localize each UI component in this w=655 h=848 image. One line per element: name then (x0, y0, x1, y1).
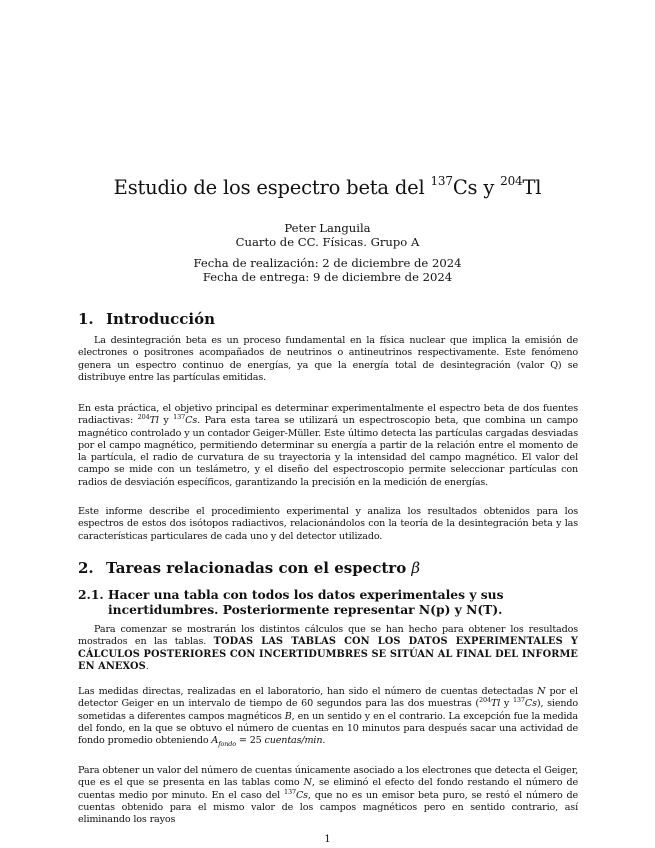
intro-paragraph-1: La desintegración beta es un proceso fundamental en la física nuclear que implica la emisión de electrones o positrones acompañados de neutrinos o antineutrinos respectivamente. Este fenómeno genera un espectro continuo de energías, ya que la energía total de desintegración (valor Q) se distribuye entre las partículas emitidas. (78, 335, 578, 383)
subsection-heading-2-1: 2.1. Hacer una tabla con todos los datos experimentales y sus incertidumbres. Posteriormente representar N(p) y N(T). (78, 587, 504, 617)
date-delivery: Fecha de entrega: 9 de diciembre de 2024 (202, 270, 453, 284)
section-heading-intro: 1. Introducción (78, 310, 216, 328)
intro-paragraph-3: Este informe describe el procedimiento experimental y analiza los resultados obtenidos para los espectros de estos dos isótopos radiactivos, relacionándolos con la teoría de la desintegración beta y las características particulares de cada uno y del detector utilizado. (78, 506, 578, 542)
page-number: 1 (324, 834, 331, 845)
tasks-paragraph-1: Para comenzar se mostrarán los distintos cálculos que se han hecho para obtener los resultados mostrados en las tablas. TODAS LAS TABLAS CON LOS DATOS EXPERIMENTALES Y CÁLCULOS POSTERIORES CON INCERTIDUMBRES SE SITÚAN AL FINAL DEL INFORME EN ANEXOS. (78, 624, 578, 672)
paper-title: Estudio de los espectro beta del $^{137}$Cs y $^{204}$Tl (113, 173, 542, 199)
affiliation: Cuarto de CC. Físicas. Grupo A (235, 235, 420, 249)
tasks-paragraph-2: Las medidas directas, realizadas en el laboratorio, han sido el número de cuentas detectadas N por el detector Geiger en un intervalo de tiempo de 60 segundos para las dos muestras ($^{204}$Tl y $^{137}$Cs), siendo sometidas a diferentes campos magnéticos B, en un sentido y en el contrario. La excepción fue la medida del fondo, en la que se obtuvo el número de cuentas en 10 minutos para después sacar una actividad de fondo promedio obteniendo $A_{fondo} = 25$ cuentas/min. (78, 686, 578, 749)
tasks-paragraph-3: Para obtener un valor del número de cuentas únicamente asociado a los electrones que detecta el Geiger, que es el que se presenta en las tablas como N, se eliminó el efecto del fondo restando el número de cuentas medio por minuto. En el caso del $^{137}$Cs, que no es un emisor beta puro, se restó el número de cuentas obtenido para el mismo valor de los campos magnéticos pero en sentido contrario, así eliminando los rayos (78, 765, 578, 826)
section-heading-tasks: 2. Tareas relacionadas con el espectro β (78, 559, 421, 577)
date-done: Fecha de realización: 2 de diciembre de 2024 (193, 256, 462, 270)
intro-paragraph-2: En esta práctica, el objetivo principal es determinar experimentalmente el espectro beta de dos fuentes radiactivas: $^{204}$Tl y $^{137}$Cs. Para esta tarea se utilizará un espectroscopio beta, que combina un campo magnético controlado y un contador Geiger-Müller. Este último detecta las partículas cargadas desviadas por el campo magnético, permitiendo determinar su energía a partir de la relación entre el momento de la partícula, el radio de curvatura de su trayectoria y la intensidad del campo magnético. El valor del campo se mide con un teslámetro, y el diseño del espectroscopio permite seleccionar partículas con radios de desviación específicos, garantizando la precisión en la medición de energías. (78, 403, 578, 488)
author: Peter Languila (284, 221, 371, 235)
